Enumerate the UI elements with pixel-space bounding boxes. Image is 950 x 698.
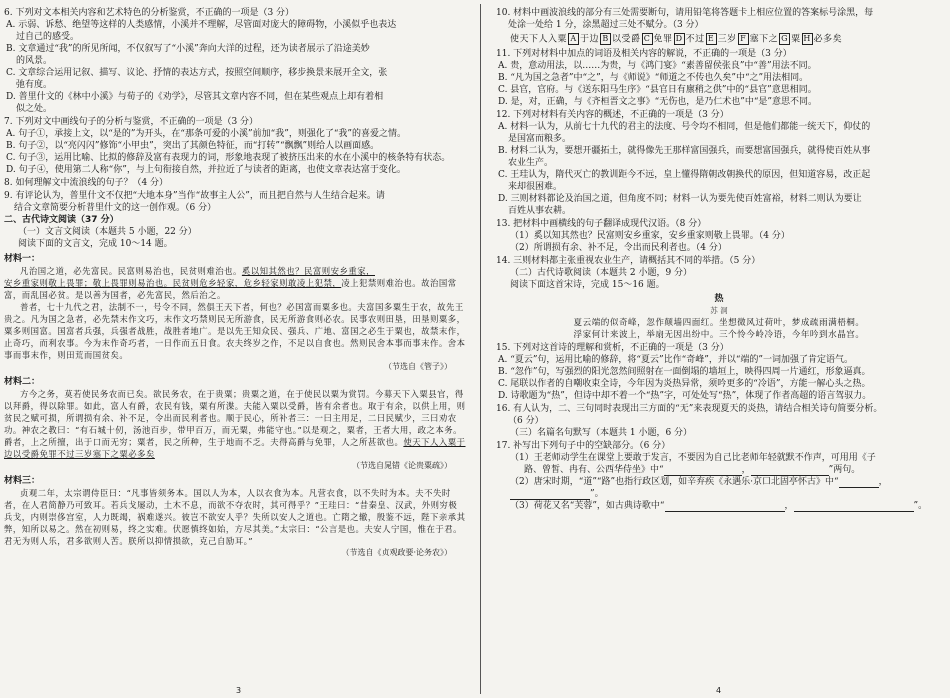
q11-option-d: D. 是，对，正确，与《齐桓晋文之事》“无伤也，是乃仁术也”中“是”意思不同。 (498, 96, 818, 107)
fill-blank[interactable] (664, 466, 742, 476)
q15-stem: 15. 下列对这首诗的理解和赏析，不正确的一项是（3 分） (496, 342, 729, 353)
fill-blank[interactable] (751, 466, 829, 476)
answer-box-e[interactable]: E (706, 33, 717, 45)
poem-line: 夏云端的似奇峰，忽作颠墙四面红。坐想微风过荷叶，梦成疏雨满梧桐。 (573, 317, 865, 328)
fill-blank[interactable] (665, 502, 785, 512)
subsection-3-heading: （三）名篇名句默写（本题共 1 小题，6 分） (510, 427, 693, 438)
material-2-line: 方今之务，莫若使民务农而已矣。欲民务农，在于贵粟；贵粟之道，在于使民以粟为赏罚。今募天下入粟县官，得以拜爵，得以除罪。如此，富人有爵，农民有钱，粟有所渫。夫能入粟以受爵，皆有余者也。取于有余，以供上用，则贫民之赋可损，所谓损有余、补不足，令出而民利者也。顺于民心，所补者三：一曰主用足，二曰民赋少，三曰劝农功。神农之教曰：“有石城十仞，汤池百步，带甲百万，而无粟，弗能守也。”以是观之，粟者，王者大用，政之本务。爵者，上之所擅，出于口而无穷；粟者，民之所种，生于地而不乏。夫得高爵与免罪，人之所甚欲也。使天下人入粟于边以受爵免罪不过三岁塞下之粟必多矣 (4, 389, 466, 459)
material-1-line: 安乡重家则敬上畏罪；敬上畏罪则易治也。民贫则危乡轻家，危乡轻家则敢凌上犯禁，凌上犯禁则难治也。故治国常富，而乱国必贫。是以善为国者，必先富民，然后治之。 (4, 278, 457, 300)
q15-option-d: D. 诗歌题为“热”，但诗中却不着一个“热”字，可处处写“热”，体现了作者高超的语言驾驭力。 (498, 390, 872, 401)
material-3-source: （节选自《贞观政要·论务农》） (341, 548, 452, 557)
q14-stem: 14. 三则材料都主张重视农业生产，请概括其不同的举措。（5 分） (496, 255, 761, 266)
material-3-line: 贞观二年，太宗谓侍臣曰：“凡事皆须务本。国以人为本，人以衣食为本。凡营衣食，以不失时为本。夫不失时者，在人君简静乃可致耳。若兵戈屡动，土木不息，而欲不夺农时，其可得乎？”王珪曰：“昔秦皇、汉武，外则穷极兵戈，内则崇侈宫室，人力既竭，祸难遂兴。彼岂不欲安人乎？失所以安人之道也。亡隋之辙，殷鉴不远，陛下亲承其弊，知所以易之。然在初则易，终之实难。伏愿慎终如始，方尽其美。”太宗曰：“公言是也。夫安人宁国，惟在于君。君无为则人乐，君多欲则人苦。朕所以抑情损欲，克己自励耳。” (4, 488, 466, 546)
q16-stem: 16. 有人认为，二、三句同时表现出三方面的“无”来表现夏天的炎热，请结合相关诗句简要分析。 （6 分） (496, 403, 883, 426)
q12-option-b: B. 材料二认为，要想开疆拓土，就得像先王那样富国强兵，而要想富国强兵，就得使百姓从事 农业生产。 (498, 145, 871, 168)
q17-stem: 17. 补写出下列句子中的空缺部分。（6 分） (496, 440, 671, 451)
q6-option-a: A. 示弱、诉愁、绝望等这样的人类感情，小溪并不理解，尽管面对庞大的障碍物，小溪似乎也表达 过自己的感受。 (6, 20, 397, 42)
answer-box-g[interactable]: G (779, 33, 790, 45)
q7-option-d: D. 句子④，使用第二人称“你”，与上句衔接自然，并拉近了与读者的距离，也使文章表达富于变化。 (6, 165, 406, 175)
q7-option-a: A. 句子①，承接上文，以“是的”为开头，在“那条可爱的小溪”前加“我”，则强化了“我”的喜爱之情。 (6, 129, 407, 139)
subsection-1-intro: 阅读下面的文言文，完成 10～14 题。 (18, 239, 173, 249)
poem-line: 浮家何计来波上，举扇无因出纷中。三个怜今岭冷语，今年吟到水晶宫。 (573, 329, 865, 340)
q11-stem: 11. 下列对材料中加点的词语及相关内容的解说，不正确的一项是（3 分） (496, 48, 792, 59)
q6-option-b: B. 文章通过“我”的所见所闻，不仅叙写了“小溪”奔向大洋的过程，还为读者展示了沿途美妙 的风景。 (6, 44, 370, 66)
material-1-title: 材料一： (4, 254, 41, 264)
subsection-2-intro: 阅读下面这首宋诗，完成 15～16 题。 (510, 279, 665, 290)
q10-segment-line: 使天下人入粟 A 于边 B 以受爵 C 免罪 D 不过 E 三岁 F 塞下之 G 粟 H 必多矣 (510, 34, 843, 45)
poem-title: 热 (714, 293, 724, 304)
q12-option-d: D. 三则材料都论及治国之道，但角度不同；材料一认为要先使百姓富裕，材料二则认为要让 百姓从事农耕。 (498, 193, 862, 216)
q9-stem: 9. 有评论认为，普里什文不仅把“大地本身”当作“故事主人公”，而且把自然与人生结合起来。请 结合文章简要分析普里什文的这一创作观。（6 分） (4, 191, 385, 213)
fill-blank[interactable] (510, 490, 590, 500)
q12-stem: 12. 下列对材料有关内容的概述，不正确的一项是（3 分） (496, 109, 729, 120)
material-1-underline: 奚以知其然也？民富则安乡重家， (241, 266, 375, 276)
right-column (496, 6, 942, 512)
material-1-line: 凡治国之道，必先富民。民富则易治也，民贫则难治也。奚以知其然也？民富则安乡重家， (20, 266, 375, 276)
answer-box-d[interactable]: D (674, 33, 685, 45)
fill-blank[interactable] (839, 478, 879, 488)
q12-option-a: A. 材料一认为，从前七十九代的君主的法度、号令均不相同，但是他们都能一统天下，仰仗的 是国富而粮多。 (498, 121, 871, 144)
material-2-title: 材料二： (4, 377, 41, 387)
answer-box-f[interactable]: F (738, 33, 749, 45)
q7-option-b: B. 句子②，以“亮闪闪”修饰“小甲虫”，突出了其颜色特征，而“打转”“飘飘”则给人以画面感。 (6, 141, 380, 151)
q13-sub-1: （1）奚以知其然也？民富则安乡重家，安乡重家则敬上畏罪。（4 分） (510, 230, 790, 241)
q11-option-c: C. 县官，官府。与《送东阳马生序》“县官日有廪稍之供”中的“县官”意思相同。 (498, 84, 817, 95)
column-divider (480, 4, 481, 694)
q7-option-c: C. 句子③，运用比喻、比拟的修辞及富有表现力的词，形象地表现了被挤压出来的水在小溪中的核条特有状态。 (6, 153, 451, 163)
q6-option-d: D. 普里什文的《林中小溪》与荀子的《劝学》，尽管其文章内容不同，但在某些观点上却有着相 似之处。 (6, 92, 384, 114)
poem-author: 苏 洞 (710, 305, 728, 315)
q7-stem: 7. 下列对文中画线句子的分析与鉴赏，不正确的一项是（3 分） (4, 117, 259, 127)
material-2-wavy-line: 使天下人入粟于边以受爵免罪不过三岁塞下之粟必多矣 (4, 437, 466, 459)
q15-option-c: C. 尾联以作者的自嘲收束全诗，今年因为炎热异常，须吟更多的“冷语”，方能一解心头之热。 (498, 378, 871, 389)
material-2-source: （节选自晁错《论贵粟疏》） (352, 461, 452, 470)
section-2-heading: 二、古代诗文阅读（37 分） (4, 215, 119, 225)
material-3-title: 材料三： (4, 476, 41, 486)
q8-stem: 8. 如何理解文中流浪线的句子？（4 分） (4, 178, 169, 188)
q10-stem: 10. 材料中画波浪线的部分有三处需要断句，请用铅笔将答题卡上相应位置的答案标号涂黑，每 处涂一处给 1 分，涂黑超过三处不赋分。（3 分） (496, 8, 874, 30)
q17-sub-2: （2）唐宋时期，“道”“路”也指行政区划，如辛弃疾《永遇乐·京口北固亭怀古》中“ ，”。 (510, 476, 888, 499)
q11-option-a: A. 贵，意动用法，以……为贵，与《鸿门宴》“素善留侯张良”中“善”用法不同。 (498, 60, 817, 71)
q17-sub-3: （3）荷花又名“芙蓉”，如古典诗歌中“ ， ”。 (510, 500, 928, 511)
page-number-right: 4 (716, 686, 722, 695)
q15-option-b: B. “忽作”句，写强烈的阳光忽然间照射在一面倒塌的墙垣上，映得四周一片通红，形象逼真。 (498, 366, 871, 377)
left-column (4, 6, 466, 559)
subsection-2-heading: （二）古代诗歌阅读（本题共 2 小题，9 分） (510, 267, 693, 278)
answer-box-b[interactable]: B (600, 33, 611, 45)
fill-blank[interactable] (794, 502, 914, 512)
subsection-1-heading: （一）文言文阅读（本题共 5 小题，22 分） (18, 227, 197, 237)
q6-stem: 6. 下列对文本相关内容和艺术特色的分析鉴赏，不正确的一项是（3 分） (4, 8, 295, 18)
q17-sub-1: （1）王老师动学生在课堂上要敢于发言，不要因为自己比老师年轻就默不作声，可用用《子 路、曾皙、冉有、公西华侍坐》中“ ， ”两句。 (510, 452, 876, 475)
q6-option-c: C. 文章综合运用记叙、描写、议论、抒情的表达方式，按照空间顺序，移步换景来展开全文，张 弛有度。 (6, 68, 388, 90)
q13-sub-2: （2）所谓损有余、补不足，令出而民利者也。（4 分） (510, 242, 727, 253)
material-1-line: 普者，七十九代之君，法制不一，号令不同，然俱王天下者，何也？必国富而粟多也。夫富国多粟生于农，故先王贵之。凡为国之急者，必先禁末作文巧，末作文巧禁则民无所游食，民无所游食则必农。民事农则田垦，田垦则粟多，粟多则国富。国富者兵强，兵强者战胜，战胜者地广。是以先王知众民、强兵、广地、富国之必生于粟也，故禁末作，止奇巧，而利农事。今为末作奇巧者，一日作而五日食。农夫终岁之作，不足以自食也。然则民舍本事而事末作。舍本事而事末作，则田荒而国贫矣。 (4, 302, 466, 360)
q13-stem: 13. 把材料中画横线的句子翻译成现代汉语。（8 分） (496, 218, 707, 229)
answer-box-h[interactable]: H (803, 34, 811, 43)
page-number-left: 3 (236, 686, 242, 695)
q11-option-b: B. “凡为国之急者”中“之”，与《师说》“师道之不传也久矣”中“之”用法相同。 (498, 72, 809, 83)
q12-option-c: C. 王珪认为，隋代灭亡的教训距今不远，皇上懂得隋朝改朝换代的原因，但知道容易，改正起 来却很困难。 (498, 169, 871, 192)
q15-option-a: A. “夏云”句，运用比喻的修辞，将“夏云”比作“奇峰”，并以“端的”一词加强了肯定语气。 (498, 354, 854, 365)
answer-box-a[interactable]: A (568, 33, 579, 45)
material-1-source: （节选自《管子》） (384, 362, 452, 371)
answer-box-c[interactable]: C (642, 33, 653, 45)
